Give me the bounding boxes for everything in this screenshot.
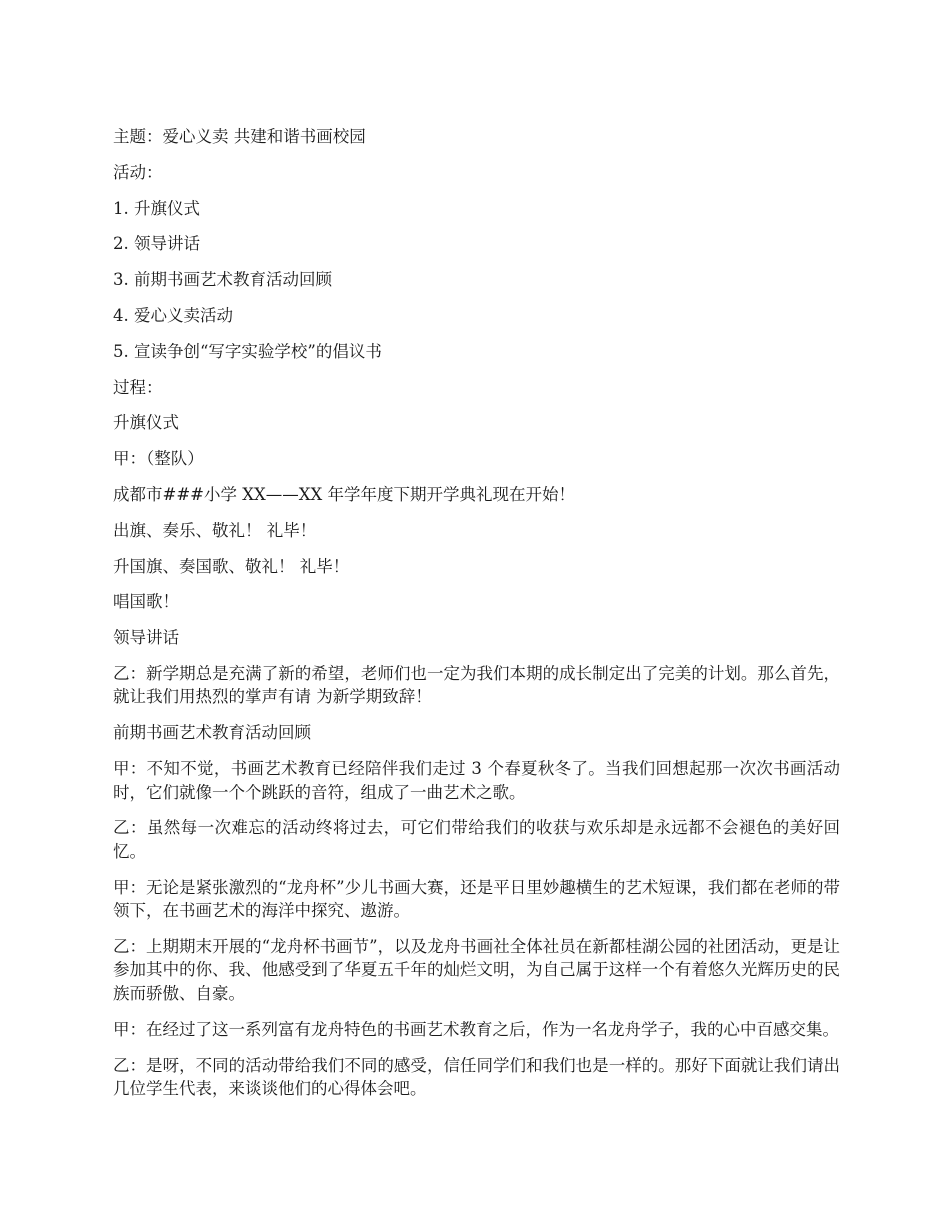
document-body [113, 125, 840, 1113]
activity-item: 3. 前期书画艺术教育活动回顾 [113, 270, 332, 290]
section-heading: 升旗仪式 [113, 413, 179, 433]
activity-item: 1. 升旗仪式 [113, 198, 200, 218]
topic-line: 主题：爱心义卖 共建和谐书画校园 [113, 127, 366, 146]
script-line: 升国旗、奏国歌、敬礼！ 礼毕！ [113, 556, 350, 576]
script-paragraph: 甲：无论是紧张激烈的“龙舟杯”少儿书画大赛，还是平日里妙趣横生的艺术短课，我们都在老师的带领下，在书画艺术的海洋中探究、遨游。 [113, 877, 840, 921]
activity-item: 2. 领导讲话 [113, 234, 200, 254]
script-line: 成都市###小学 XX——XX 年学年度下期开学典礼现在开始！ [113, 484, 575, 504]
script-paragraph: 乙：是呀，不同的活动带给我们不同的感受，信任同学们和我们也是一样的。那好下面就让我们请出几位学生代表，来谈谈他们的心得体会吧。 [113, 1055, 840, 1099]
activity-item: 5. 宣读争创“写字实验学校”的倡议书 [113, 341, 382, 361]
script-paragraph: 甲：在经过了这一系列富有龙舟特色的书画艺术教育之后，作为一名龙舟学子，我的心中百感交集。 [113, 1019, 839, 1039]
process-heading: 过程： [113, 377, 163, 397]
script-line: 唱国歌！ [113, 592, 179, 612]
activity-item: 4. 爱心义卖活动 [113, 305, 233, 325]
section-heading: 前期书画艺术教育活动回顾 [113, 723, 311, 743]
script-paragraph: 乙：上期期末开展的“龙舟杯书画节”，以及龙舟书画社全体社员在新都桂湖公园的社团活动，更是让参加其中的你、我、他感受到了华夏五千年的灿烂文明，为自己属于这样一个有着悠久光辉历史的民族而骄傲、自豪。 [113, 936, 840, 1003]
script-line: 甲：（整队） [113, 449, 204, 469]
activities-heading: 活动： [113, 162, 163, 182]
script-paragraph: 乙：虽然每一次难忘的活动终将过去，可它们带给我们的收获与欢乐却是永远都不会褪色的美好回忆。 [113, 818, 840, 861]
section-heading: 领导讲话 [113, 628, 179, 648]
script-paragraph: 乙：新学期总是充满了新的希望，老师们也一定为我们本期的成长制定出了完美的计划。那么首先，就让我们用热烈的掌声有请 为新学期致辞！ [113, 663, 840, 707]
script-line: 出旗、奏乐、敬礼！ 礼毕！ [113, 520, 317, 540]
script-paragraph: 甲：不知不觉，书画艺术教育已经陪伴我们走过 3 个春夏秋冬了。当我们回想起那一次次书画活动时，它们就像一个个跳跃的音符，组成了一曲艺术之歌。 [113, 759, 840, 802]
